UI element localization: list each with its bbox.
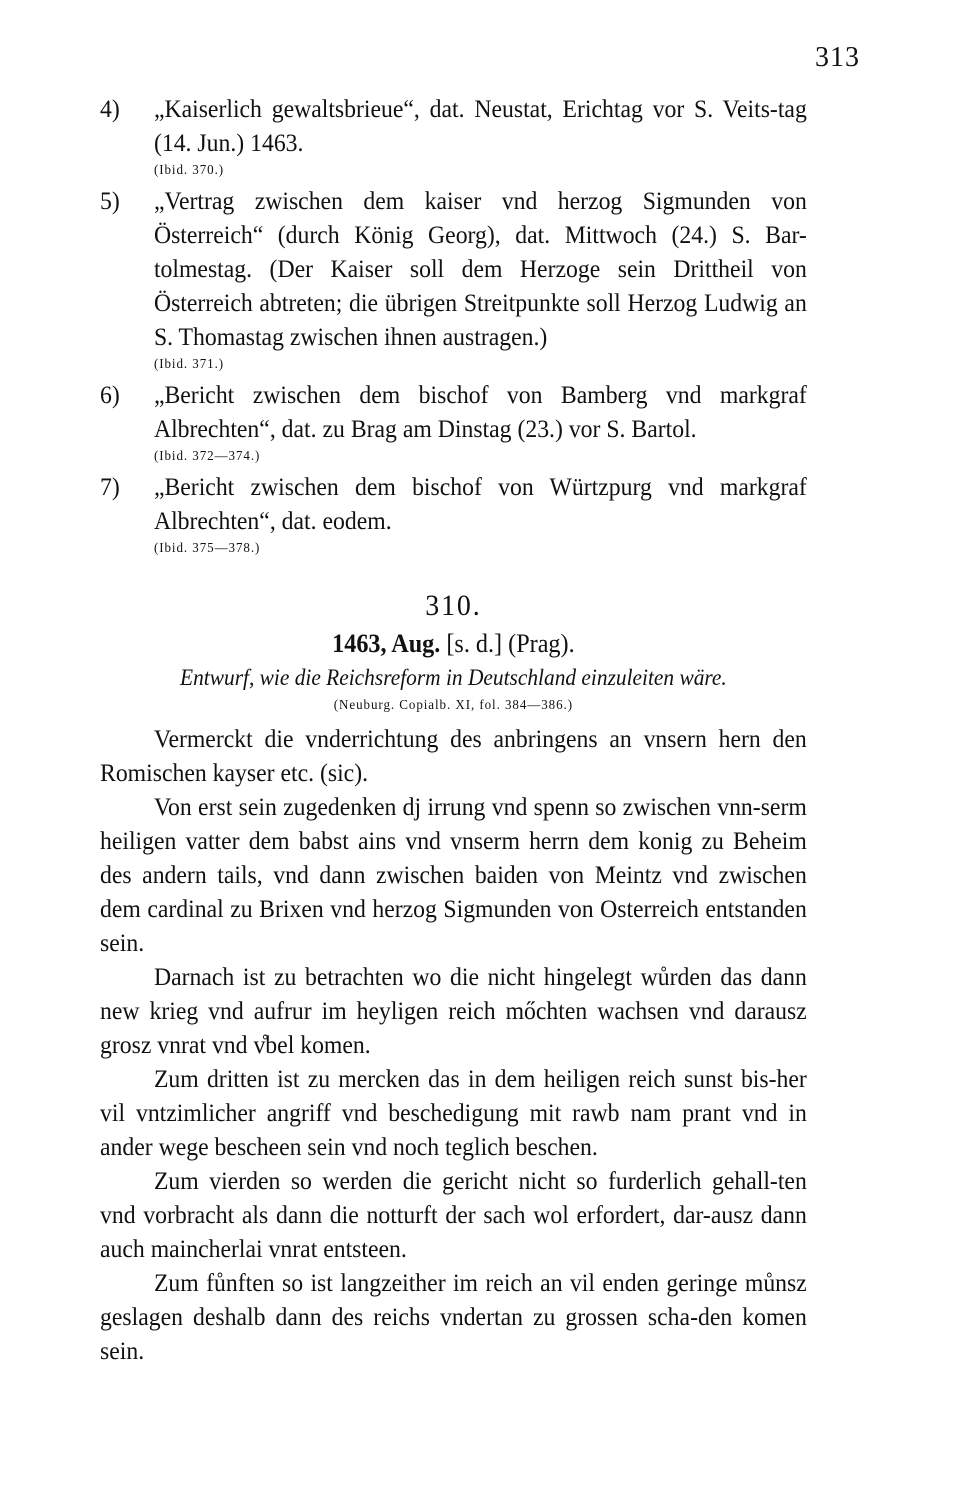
item-reference: (Ibid. 370.) bbox=[153, 163, 225, 178]
page-body bbox=[100, 92, 807, 1368]
paragraph: Zum fůnften so ist langzeither im reich an vil enden geringe můnsz geslagen deshalb dann des reichs vndertan zu grossen scha-den komen sein. bbox=[100, 1268, 807, 1365]
item-text: „Bericht zwischen dem bischof von Würtzpurg vnd markgraf Albrechten“, dat. eodem. bbox=[153, 472, 807, 535]
paragraph: Zum dritten ist zu mercken das in dem heiligen reich sunst bis-her vil vntzimlicher angriff vnd beschedigung mit rawb nam prant vnd in ander wege bescheen sein vnd noch teglich beschen. bbox=[100, 1064, 807, 1161]
document-date-rest: [s. d.] (Prag). bbox=[440, 629, 575, 658]
list-item bbox=[100, 184, 807, 354]
item-number: 6) bbox=[100, 380, 120, 409]
item-number: 4) bbox=[100, 94, 120, 123]
document-date bbox=[100, 626, 807, 662]
item-text: „Vertrag zwischen dem kaiser vnd herzog Sigmunden von Österreich“ (durch König Georg), dat. Mittwoch (24.) S. Bar-tolmestag. (Der Kaiser soll dem Herzoge sein Drittheil von Österreich abtreten; die übrigen Streitpunkte soll Herzog Ludwig an S. Thomastag zwischen ihnen austragen.) bbox=[153, 186, 807, 351]
paragraph: Vermerckt die vnderrichtung des anbringens an vnsern hern den Romischen kayser etc. (sic). bbox=[100, 724, 807, 787]
item-text: „Kaiserlich gewaltsbrieue“, dat. Neustat, Erichtag vor S. Veits-tag (14. Jun.) 1463. bbox=[153, 94, 807, 157]
list-item bbox=[100, 92, 807, 160]
document-date-bold: 1463, Aug. bbox=[332, 629, 441, 658]
item-reference: (Ibid. 372—374.) bbox=[153, 449, 261, 464]
paragraph: Darnach ist zu betrachten wo die nicht hingelegt wůrden das dann new krieg vnd aufrur im heyligen reich mőchten wachsen vnd darausz grosz vnrat vnd v̊bel komen. bbox=[100, 962, 807, 1059]
item-number: 7) bbox=[100, 472, 120, 501]
item-number: 5) bbox=[100, 186, 120, 215]
paragraph: Von erst sein zugedenken dj irrung vnd spenn so zwischen vnn-serm heiligen vatter dem babst ains vnd vnserm herrn dem konig zu Beheim des andern tails, vnd dann zwischen baiden von Meintz vnd zwischen dem cardinal zu Brixen vnd herzog Sigmunden von Osterreich entstanden sein. bbox=[100, 792, 807, 957]
list-item bbox=[100, 470, 807, 538]
item-reference: (Ibid. 375—378.) bbox=[153, 541, 261, 556]
list-item bbox=[100, 378, 807, 446]
item-reference: (Ibid. 371.) bbox=[153, 357, 225, 372]
document-number: 310. bbox=[425, 589, 482, 622]
paragraph: Zum vierden so werden die gericht nicht so furderlich gehall-ten vnd vorbracht als dann die notturft der sach wol erfordert, dar-ausz dann auch maincherlai vnrat entsteen. bbox=[100, 1166, 807, 1263]
document-source: (Neuburg. Copialb. XI, fol. 384—386.) bbox=[333, 698, 574, 713]
document-title: Entwurf, wie die Reichsreform in Deutschland einzuleiten wäre. bbox=[180, 665, 727, 690]
page-number: 313 bbox=[815, 42, 860, 73]
item-text: „Bericht zwischen dem bischof von Bamberg vnd markgraf Albrechten“, dat. zu Brag am Dinstag (23.) vor S. Bartol. bbox=[153, 380, 807, 443]
